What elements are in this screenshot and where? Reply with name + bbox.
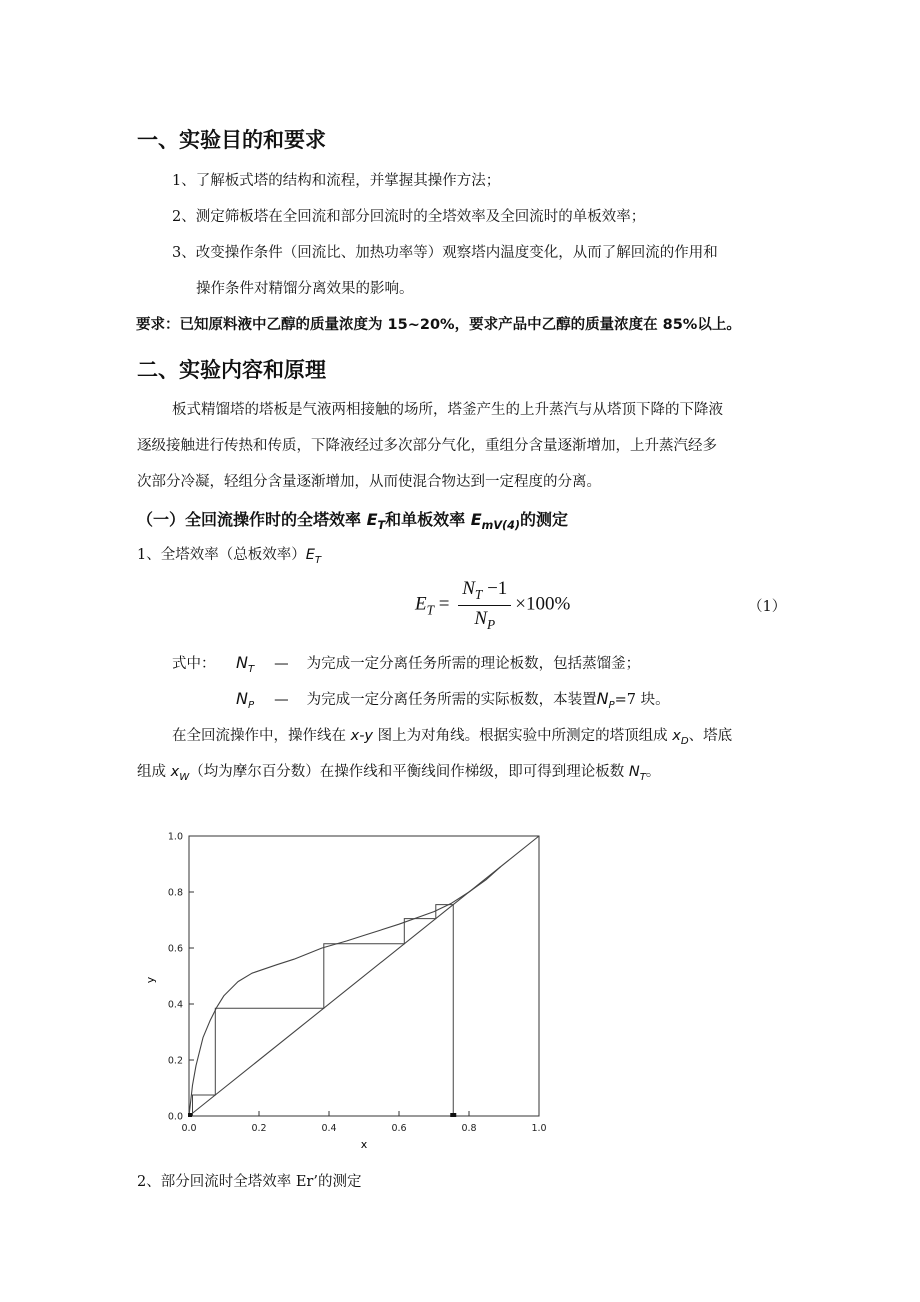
- mccabe-thiele-chart: [140, 820, 570, 1160]
- efficiency-item-1: [137, 543, 321, 566]
- y-tick-label: 1.0: [167, 831, 183, 843]
- sub1-prefix: （一）全回流操作时的全塔效率: [137, 510, 367, 529]
- def2-np-sub: P: [608, 699, 615, 711]
- definition-nt: [236, 652, 640, 675]
- eq-num-sub: T: [474, 586, 483, 602]
- origin-marker: [188, 1113, 192, 1117]
- eq-lhs-E: E: [415, 593, 427, 615]
- y-tick-label: 0.2: [167, 1055, 183, 1067]
- objective-item-2: 2、测定筛板塔在全回流和部分回流时的全塔效率及全回流时的单板效率；: [172, 209, 646, 225]
- section1-title: 一、实验目的和要求: [137, 128, 326, 152]
- def1-text: 为完成一定分离任务所需的理论板数，包括蒸馏釜；: [306, 656, 641, 672]
- para2-xy: x-y: [350, 728, 374, 744]
- def2-dash: —: [274, 692, 289, 708]
- y-tick-label: 0.6: [167, 943, 183, 955]
- eq-tail: ×100%: [515, 593, 571, 615]
- principle-line-3: 次部分冷凝，轻组分含量逐渐增加，从而使混合物达到一定程度的分离。: [137, 474, 601, 490]
- objective-item-3: 3、改变操作条件（回流比、加热功率等）观察塔内温度变化，从而了解回流的作用和: [172, 245, 718, 261]
- y-tick-label: 0.0: [167, 1111, 183, 1123]
- def2-sub: P: [247, 699, 255, 711]
- eq-lhs-sub: T: [426, 602, 435, 618]
- para2-b: 图上为对角线。根据实验中所测定的塔顶组成: [373, 728, 673, 744]
- item1-E: E: [305, 547, 315, 563]
- eq-den-N: N: [474, 607, 488, 629]
- eq-den-sub: P: [487, 616, 496, 632]
- et-symbol: E: [366, 510, 378, 529]
- em-sub: mV(4): [481, 519, 520, 533]
- para2-e: （均为摩尔百分数）在操作线和平衡线间作梯级，即可得到理论板数: [189, 764, 629, 780]
- y-tick-label: 0.8: [167, 887, 183, 899]
- para2-line-1: [172, 724, 732, 747]
- def1-dash: —: [274, 656, 289, 672]
- x-tick-label: 0.6: [391, 1123, 407, 1134]
- efficiency-item-2: 2、部分回流时全塔效率 Er’的测定: [137, 1174, 362, 1190]
- para2-f: 。: [645, 764, 661, 780]
- x-tick-label: 0.4: [321, 1123, 337, 1134]
- eq-num-tail: −1: [482, 578, 508, 599]
- para2-NT: N: [628, 764, 640, 780]
- subsection1-title: [137, 507, 568, 532]
- eq-num-N: N: [462, 578, 475, 599]
- para2-xD: x: [672, 728, 681, 744]
- para2-line-2: [137, 760, 660, 783]
- requirement-text: 要求：已知原料液中乙醇的质量浓度为 15~20%，要求产品中乙醇的质量浓度在 85%以上。: [136, 317, 741, 333]
- definition-label: 式中：: [172, 656, 216, 672]
- def2-text-b: =7 块。: [614, 692, 670, 708]
- xd-marker: [450, 1113, 456, 1117]
- em-symbol: E: [470, 510, 482, 529]
- para2-xW: x: [170, 764, 180, 780]
- x-tick-label: 1.0: [531, 1123, 547, 1134]
- eq-denominator: [458, 606, 511, 633]
- sub1-suffix: 的测定: [520, 510, 569, 529]
- para2-a: 在全回流操作中，操作线在: [172, 728, 351, 744]
- x-tick-label: 0.8: [461, 1123, 477, 1134]
- definition-np: [236, 688, 670, 711]
- principle-line-1: 板式精馏塔的塔板是气液两相接触的场所，塔釜产生的上升蒸汽与从塔顶下降的下降液: [172, 402, 723, 418]
- para2-d: 组成: [137, 764, 171, 780]
- diagonal-line: [189, 836, 539, 1116]
- eq-numerator: [458, 578, 511, 606]
- eq-fraction: [458, 578, 511, 633]
- def2-sym: N: [236, 689, 248, 708]
- objective-item-1: 1、了解板式塔的结构和流程，并掌握其操作方法；: [172, 173, 501, 189]
- equation-number: （1）: [748, 599, 787, 615]
- et-sub: T: [377, 519, 386, 533]
- x-tick-label: 0.0: [181, 1123, 197, 1134]
- def2-np-N: N: [596, 689, 609, 708]
- eq-equals: =: [434, 593, 455, 615]
- y-axis-label: y: [144, 976, 157, 984]
- section2-title: 二、实验内容和原理: [137, 358, 326, 382]
- para2-c: 、塔底: [688, 728, 733, 744]
- def2-text-a: 为完成一定分离任务所需的实际板数，本装置: [306, 692, 597, 708]
- para2-xD-sub: D: [680, 735, 689, 747]
- def1-sym: N: [236, 653, 248, 672]
- y-tick-label: 0.4: [167, 999, 183, 1011]
- equation-1: [415, 578, 570, 633]
- sub1-mid: 和单板效率: [385, 510, 471, 529]
- x-tick-label: 0.2: [251, 1123, 267, 1134]
- item1-sub: T: [314, 554, 322, 566]
- para2-xW-sub: W: [179, 771, 190, 783]
- para2-NT-sub: T: [639, 771, 646, 783]
- x-axis-label: x: [360, 1138, 368, 1151]
- objective-item-3-cont: 操作条件对精馏分离效果的影响。: [196, 281, 414, 297]
- principle-line-2: 逐级接触进行传热和传质，下降液经过多次部分气化，重组分含量逐渐增加，上升蒸汽经多: [137, 438, 717, 454]
- def1-sub: T: [247, 663, 255, 675]
- item1-text: 1、全塔效率（总板效率）: [137, 547, 306, 563]
